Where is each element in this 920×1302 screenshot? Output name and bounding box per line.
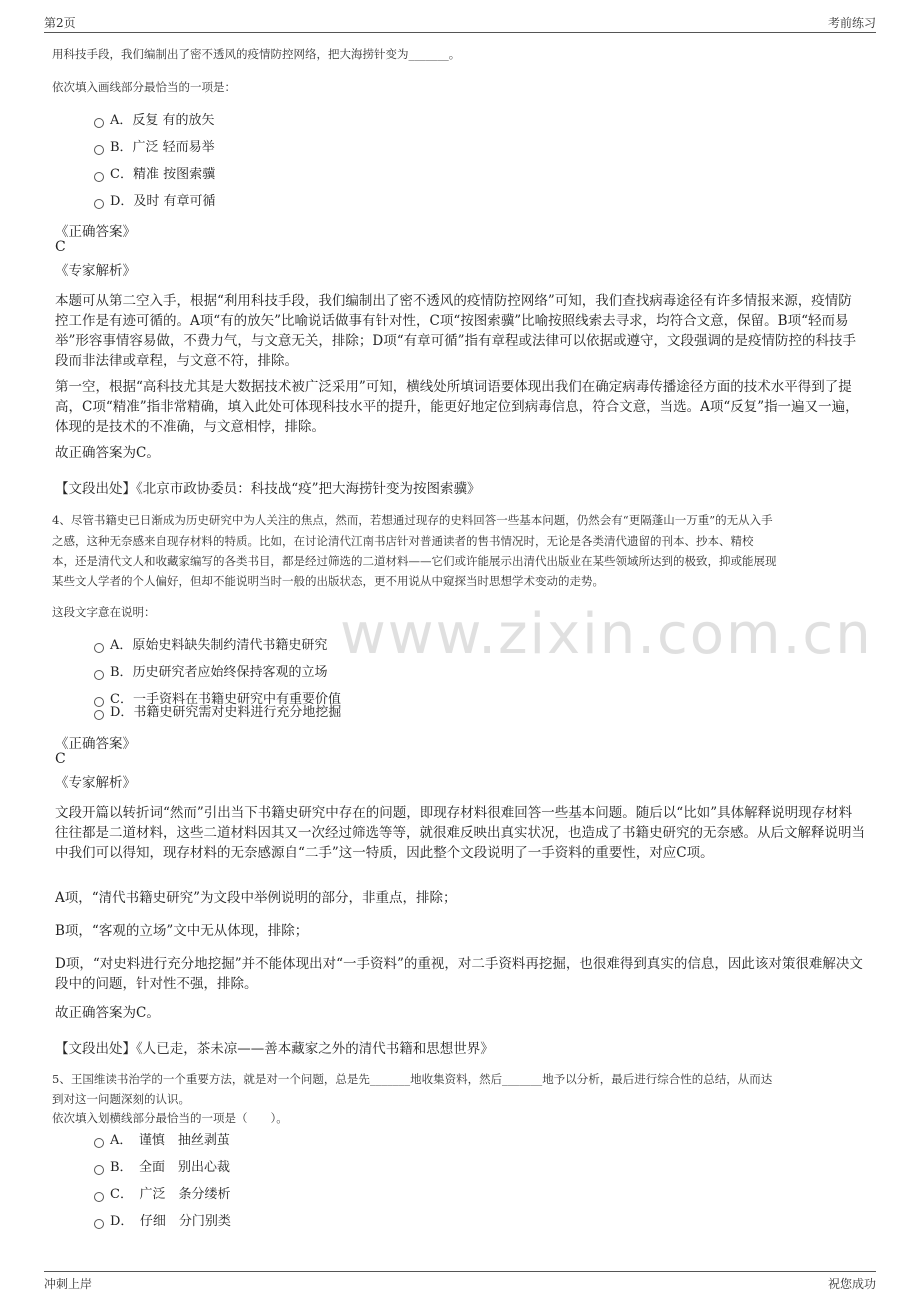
radio-icon[interactable] <box>94 145 104 155</box>
q4-stem-line: 之感，这种无奈感来自现存材料的特质。比如，在讨论清代江南书店针对普通读者的售书情况时，无论是各类清代遗留的刊本、抄本、精校 <box>52 534 754 548</box>
header-title: 考前练习 <box>827 16 876 30</box>
radio-icon[interactable] <box>94 1138 104 1148</box>
q5-prompt: 依次填入划横线部分最恰当的一项是（ ）。 <box>52 1111 288 1125</box>
q4-analysis-a: A项，“清代书籍史研究”为文段中举例说明的部分，非重点，排除； <box>55 890 457 906</box>
q3-analysis-p2: 第一空，根据“高科技尤其是大数据技术被广泛采用”可知，横线处所填词语要体现出我们在确定病毒传播途径方面的技术水平得到了提高，C项“精准”指非常精确，填入此处可体现科技水平的提升，能更好地定位到病毒信息，符合文意，当选。A项“反复”指一遍又一遍，体现的是技术的不准确，与文意相悖，排除。 <box>55 379 859 435</box>
q4-stem-line: 4、尽管书籍史已日渐成为历史研究中为人关注的焦点，然而，若想通过现存的史料回答一些基本问题，仍然会有“更隔蓬山一万重”的无从入手 <box>52 513 773 527</box>
radio-icon[interactable] <box>94 643 104 653</box>
footer-right-text: 祝您成功 <box>827 1277 876 1291</box>
q5-stem-line: 到对这一问题深刻的认识。 <box>52 1092 190 1106</box>
q4-source: 【文段出处】《人已走，茶未凉——善本藏家之外的清代书籍和思想世界》 <box>55 1041 494 1057</box>
radio-icon[interactable] <box>94 1219 104 1229</box>
q5-option-d[interactable]: D． 仔细 分门别类 <box>94 1211 231 1233</box>
q3-option-b[interactable]: B．广泛 轻而易举 <box>94 137 215 159</box>
radio-icon[interactable] <box>94 172 104 182</box>
radio-icon[interactable] <box>94 670 104 680</box>
q4-stem-line: 某些文人学者的个人偏好，但却不能说明当时一般的出版状态，更不用说从中窥探当时思想学术变动的走势。 <box>52 574 604 588</box>
q4-option-c[interactable]: C．一手资料在书籍史研究中有重要价值 <box>94 689 341 711</box>
q4-stem-line: 本，还是清代文人和收藏家编写的各类书目，都是经过筛选的二道材料——它们或许能展示出清代出版业在某些领域所达到的极致，抑或能展现 <box>52 554 777 568</box>
q4-analysis-conclusion: 故正确答案为C。 <box>55 1005 160 1021</box>
page-header <box>44 14 876 33</box>
radio-icon[interactable] <box>94 118 104 128</box>
q5-option-b[interactable]: B． 全面 别出心裁 <box>94 1157 230 1179</box>
q3-analysis-p1: 本题可从第二空入手，根据“利用科技手段，我们编制出了密不透风的疫情防控网络”可知，我们查找病毒途径有许多情报来源，疫情防控工作是有迹可循的。A项“有的放矢”比喻说话做事有针对性，C项“按图索骥”比喻按照线索去寻求，均符合文意，保留。B项“轻而易举”形容事情容易做，不费力气，与文意无关，排除；D项“有章可循”指有章程或法律可以依据或遵守，文段强调的是疫情防控的科技手段而非法律或章程，与文意不符，排除。 <box>55 293 857 369</box>
q4-analysis-p1: 文段开篇以转折词“然而”引出当下书籍史研究中存在的问题，即现存材料很难回答一些基本问题。随后以“比如”具体解释说明现存材料往往都是二道材料，这些二道材料因其又一次经过筛选等等，就很难反映出真实状况，也造成了书籍史研究的无奈感。从后文解释说明当中我们可以得知，现存材料的无奈感源自“二手”这一特质，因此整个文段说明了一手资料的重要性，对应C项。 <box>55 805 865 861</box>
q4-prompt: 这段文字意在说明： <box>52 605 156 619</box>
radio-icon[interactable] <box>94 199 104 209</box>
q3-prompt: 依次填入画线部分最恰当的一项是： <box>52 80 236 94</box>
q5-option-c[interactable]: C． 广泛 条分缕析 <box>94 1184 230 1206</box>
q3-option-a[interactable]: A．反复 有的放矢 <box>94 110 215 132</box>
q5-option-a[interactable]: A． 谨慎 抽丝剥茧 <box>94 1130 230 1152</box>
q4-option-a[interactable]: A．原始史料缺失制约清代书籍史研究 <box>94 635 327 657</box>
q4-analysis-d: D项，“对史料进行充分地挖掘”并不能体现出对“一手资料”的重视，对二手资料再挖掘，也很难得到真实的信息，因此该对策很难解决文段中的问题，针对性不强，排除。 <box>55 956 863 992</box>
q3-stem: 用科技手段，我们编制出了密不透风的疫情防控网络，把大海捞针变为_______。 <box>52 47 461 61</box>
watermark: www.zixin.com.cn <box>340 602 873 667</box>
page-number: 第2页 <box>44 16 76 30</box>
q3-answer: C <box>55 239 66 255</box>
q4-analysis-b: B项，“客观的立场”文中无从体现，排除； <box>55 923 309 939</box>
radio-icon[interactable] <box>94 710 104 720</box>
q3-option-d[interactable]: D．及时 有章可循 <box>94 191 216 213</box>
q4-option-d[interactable]: D．书籍史研究需对史料进行充分地挖掘 <box>94 702 341 724</box>
q3-option-c[interactable]: C．精准 按图索骥 <box>94 164 215 186</box>
q3-analysis-label: 《专家解析》 <box>55 263 136 279</box>
q3-source: 【文段出处】《北京市政协委员：科技战“疫”把大海捞针变为按图索骥》 <box>55 481 481 497</box>
q4-option-b[interactable]: B．历史研究者应始终保持客观的立场 <box>94 662 328 684</box>
radio-icon[interactable] <box>94 1192 104 1202</box>
q4-analysis-label: 《专家解析》 <box>55 775 136 791</box>
page-footer <box>44 1271 876 1296</box>
q3-answer-label: 《正确答案》 <box>55 224 136 240</box>
q4-answer-label: 《正确答案》 <box>55 736 136 752</box>
radio-icon[interactable] <box>94 1165 104 1175</box>
footer-left-text: 冲刺上岸 <box>44 1277 93 1291</box>
q5-stem-line: 5、王国维读书治学的一个重要方法，就是对一个问题，总是先_______地收集资料，然后_______地予以分析，最后进行综合性的总结，从而达 <box>52 1072 773 1086</box>
q4-answer: C <box>55 751 66 767</box>
q3-analysis-conclusion: 故正确答案为C。 <box>55 445 160 461</box>
